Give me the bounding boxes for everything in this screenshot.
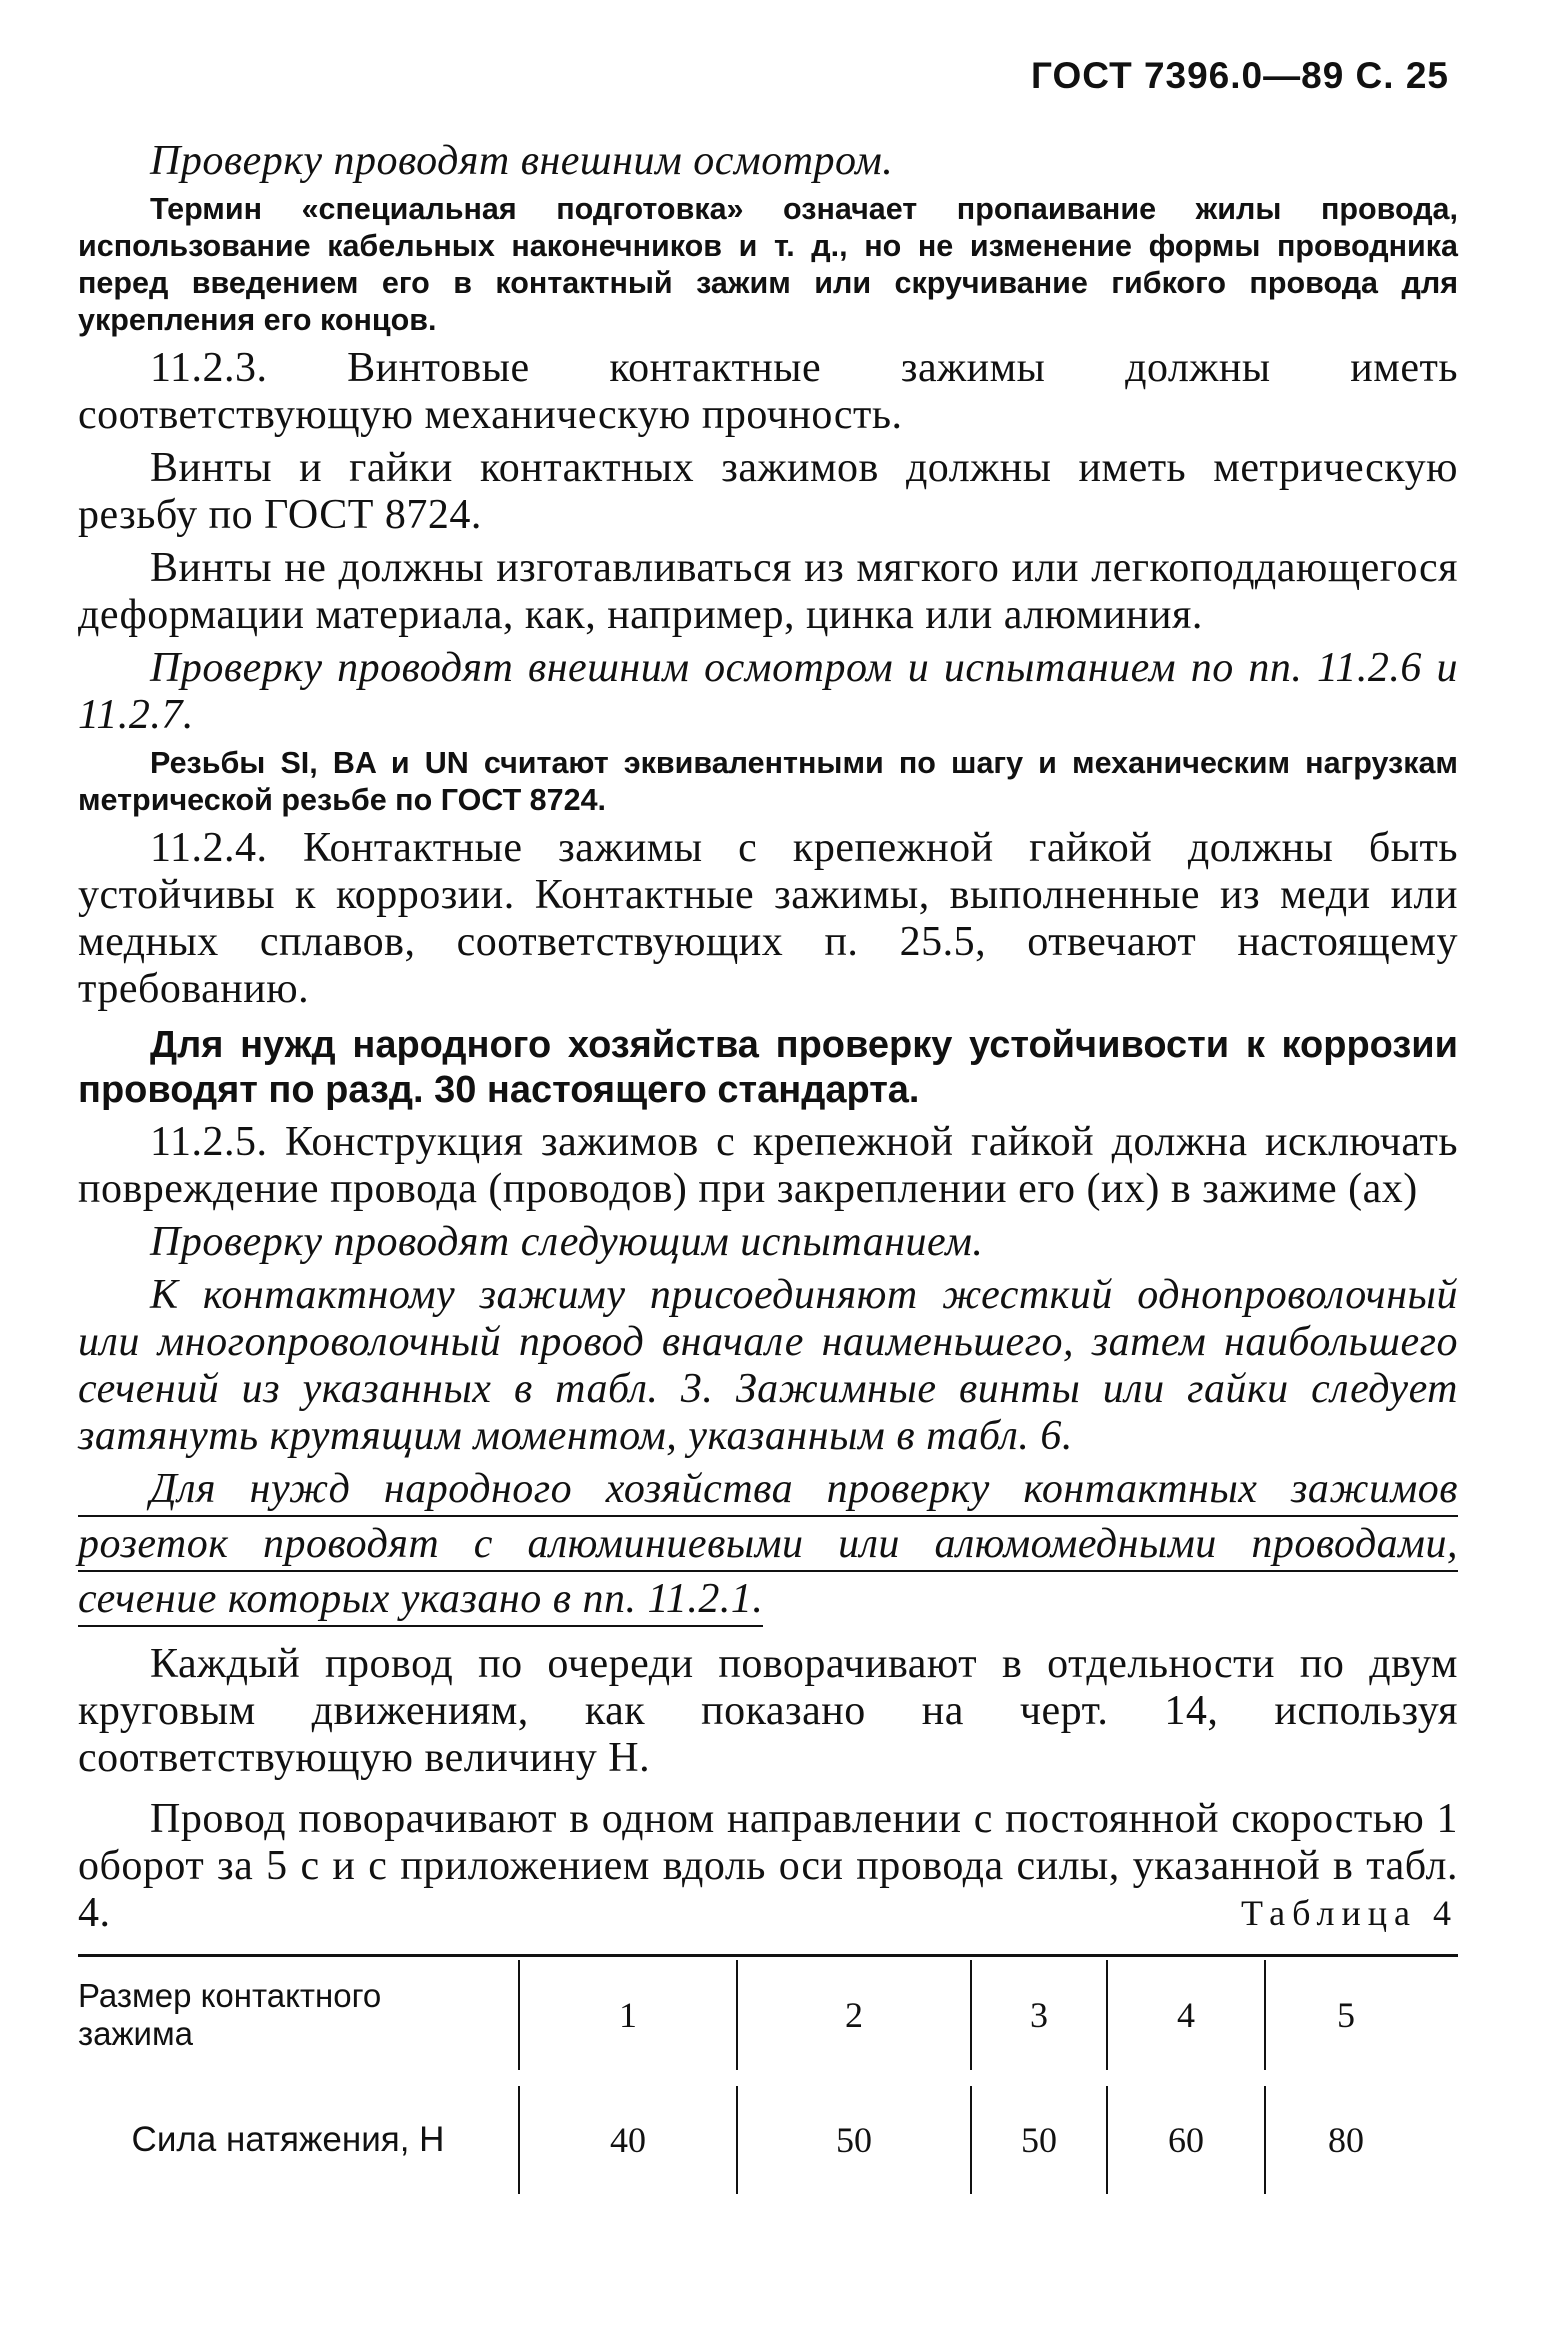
table-cell: 1 bbox=[619, 1995, 637, 2035]
paragraph-check-tests: Проверку проводят внешним осмотром и испытанием по пп. 11.2.6 и 11.2.7. bbox=[78, 645, 1458, 738]
page-header: ГОСТ 7396.0—89 С. 25 bbox=[1031, 55, 1449, 96]
table-top-rule bbox=[78, 1954, 1458, 1957]
table-cell: 60 bbox=[1168, 2120, 1204, 2160]
table-row bbox=[78, 1960, 1458, 2070]
paragraph-corrosion-check: Для нужд народного хозяйства проверку устойчивости к коррозии проводят по разд. 30 настоящего стандарта. bbox=[78, 1024, 1458, 1111]
underlined-line: розеток проводят с алюминиевыми или алюмомедными проводами, bbox=[78, 1521, 1458, 1572]
table-cell: 3 bbox=[1030, 1995, 1048, 2035]
paragraph-11-2-5: 11.2.5. Конструкция зажимов с крепежной гайкой должна исключать повреждение провода (проводов) при закреплении его (их) в зажиме (ах) bbox=[78, 1119, 1458, 1212]
table-cell: 80 bbox=[1328, 2120, 1364, 2160]
paragraph-check-visual: Проверку проводят внешним осмотром. bbox=[150, 138, 894, 184]
table-4 bbox=[78, 1960, 1458, 2194]
table-row-label: Сила натяжения, Н bbox=[131, 2120, 445, 2159]
table-cell: 4 bbox=[1177, 1995, 1195, 2035]
table-cell: 5 bbox=[1337, 1995, 1355, 2035]
paragraph-wire-rotation: Каждый провод по очереди поворачивают в отдельности по двум круговым движениям, как показано на черт. 14, используя соответствующую величину Н. bbox=[78, 1641, 1458, 1781]
table-row bbox=[78, 2086, 1458, 2194]
document-body bbox=[78, 138, 1458, 1937]
paragraph-threads-equivalent: Резьбы SI, BA и UN считают эквивалентными по шагу и механическим нагрузкам метрической резьбе по ГОСТ 8724. bbox=[78, 746, 1458, 817]
paragraph-screws-thread: Винты и гайки контактных зажимов должны иметь метрическую резьбу по ГОСТ 8724. bbox=[78, 445, 1458, 538]
underlined-line: сечение которых указано в пп. 11.2.1. bbox=[78, 1576, 763, 1627]
paragraph-terminal-wire: К контактному зажиму присоединяют жесткий однопроволочный или многопроволочный провод вначале наименьшего, затем наибольшего сечений из указанных в табл. 3. Зажимные винты или гайки следует затянуть крутящим моментом, указанным в табл. 6. bbox=[78, 1272, 1458, 1459]
table-cell: 50 bbox=[836, 2120, 872, 2160]
paragraph-11-2-4: 11.2.4. Контактные зажимы с крепежной гайкой должны быть устойчивы к коррозии. Контактные зажимы, выполненные из меди или медных сплавов, соответствующих п. 25.5, отвечают настоящему требованию. bbox=[78, 825, 1458, 1012]
table-caption: Таблица 4 bbox=[1241, 1893, 1458, 1933]
paragraph-special-preparation: Термин «специальная подготовка» означает пропаивание жилы провода, использование кабельных наконечников и т. д., но не изменение формы проводника перед введением его в контактный зажим или скручивание гибкого провода для укрепления его концов. bbox=[78, 192, 1458, 337]
table-cell: 2 bbox=[845, 1995, 863, 2035]
table-cell: 50 bbox=[1021, 2120, 1057, 2160]
paragraph-11-2-3: 11.2.3. Винтовые контактные зажимы должны иметь соответствующую механическую прочность. bbox=[78, 345, 1458, 438]
underlined-note bbox=[78, 1466, 1458, 1631]
paragraph-screws-material: Винты не должны изготавливаться из мягкого или легкоподдающегося деформации материала, как, например, цинка или алюминия. bbox=[78, 545, 1458, 638]
table-cell: 40 bbox=[610, 2120, 646, 2160]
paragraph-check-following: Проверку проводят следующим испытанием. bbox=[150, 1219, 984, 1265]
table-row-label: Размер контактного зажима bbox=[78, 1977, 382, 2052]
paragraph-wire-direction: Провод поворачивают в одном направлении с постоянной скоростью 1 оборот за 5 с и с приложением вдоль оси провода силы, указанной в табл. 4. bbox=[78, 1796, 1458, 1936]
underlined-line: Для нужд народного хозяйства проверку контактных зажимов bbox=[78, 1466, 1458, 1517]
